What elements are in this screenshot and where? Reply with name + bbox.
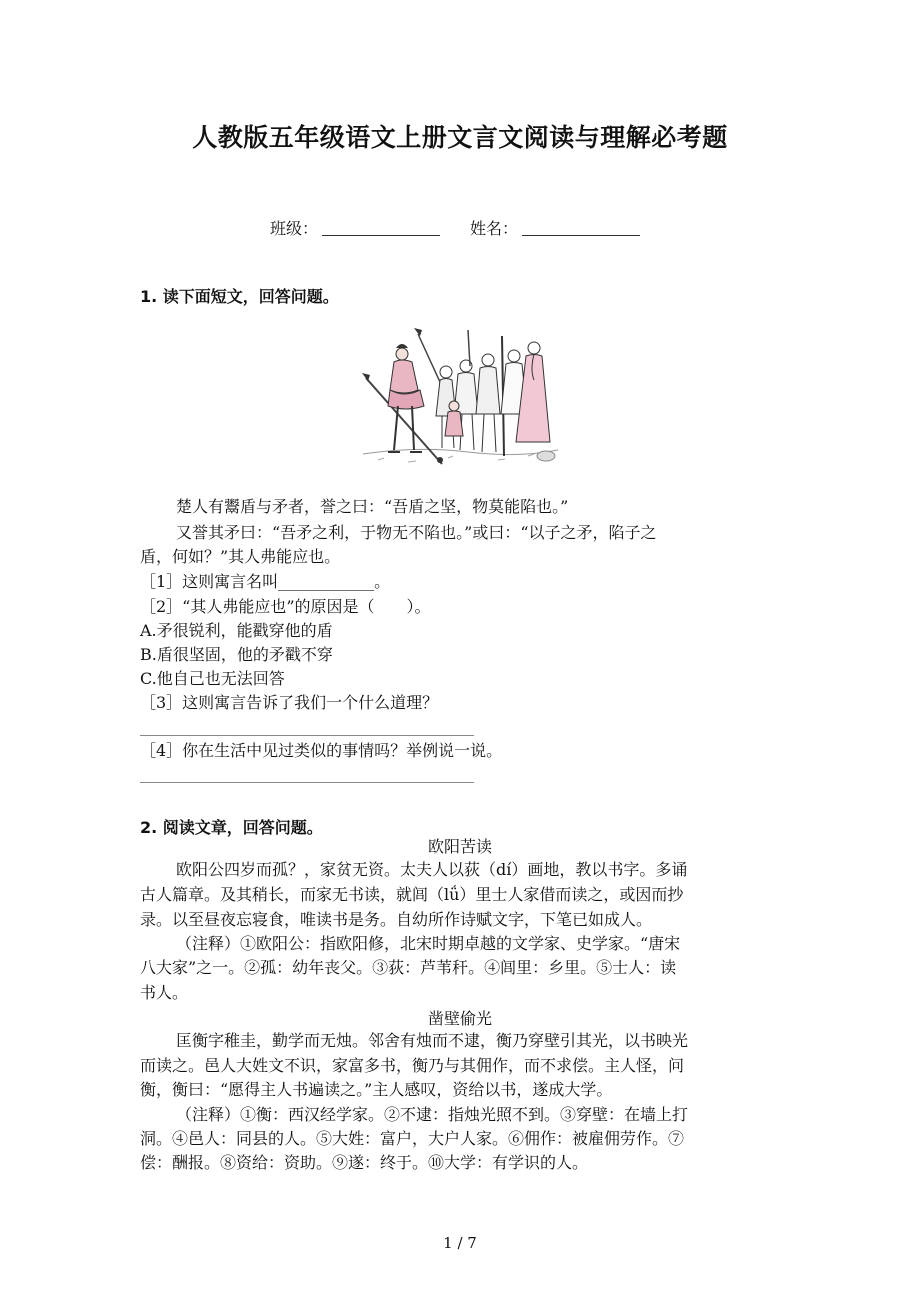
story-2-note-line: （注释）①衡：西汉经学家。②不逮：指烛光照不到。③穿壁：在墙上打 [176,1105,689,1124]
story-1-title: 欧阳苦读 [427,837,492,856]
answer-line-3[interactable] [140,735,474,736]
story-2-note-line: 偿：酬报。⑧资给：资助。⑨遂：终于。⑩大学：有学识的人。 [140,1153,589,1172]
page-title: 人教版五年级语文上册文言文阅读与理解必考题 [192,123,728,152]
q1-passage-line: 楚人有鬻盾与矛者，誉之曰：“吾盾之坚，物莫能陷也。” [176,497,569,516]
story-2-line: 匡衡字稚圭，勤学而无烛。邻舍有烛而不逮，衡乃穿壁引其光，以书映光 [176,1031,689,1050]
q1-subquestion-2: ［2］“其人弗能应也”的原因是（ ）。 [140,597,431,616]
story-1-line: 录。以至昼夜忘寝食，唯读书是务。自幼所作诗赋文字，下笔已如成人。 [140,910,653,929]
name-blank[interactable] [522,221,640,236]
page-number: 1 / 7 [443,1234,477,1252]
q1-passage-line: 盾，何如？”其人弗能应也。 [140,547,341,566]
q1-subquestion-4: ［4］你在生活中见过类似的事情吗？举例说一说。 [140,741,503,760]
q1-subquestion-3: ［3］这则寓言告诉了我们一个什么道理？ [140,693,439,712]
story-1-note-line: 八大家”之一。②孤：幼年丧父。③荻：芦苇秆。④闾里：乡里。⑤士人：读 [140,958,677,977]
story-1-line: 古人篇章。及其稍长，而家无书读，就闾（lǘ）里士人家借而读之，或因而抄 [140,885,684,904]
q1-option-b[interactable]: B.盾很坚固，他的矛戳不穿 [140,645,333,664]
story-2-line: 衡，衡曰：“愿得主人书遍读之。”主人感叹，资给以书，遂成大学。 [140,1080,613,1099]
q1-option-a[interactable]: A.矛很锐利，能戳穿他的盾 [140,621,333,640]
story-1-note-line: （注释）①欧阳公：指欧阳修，北宋时期卓越的文学家、史学家。“唐宋 [176,934,681,953]
student-info-row [270,216,640,239]
class-label: 班级： [270,219,319,238]
spear-shield-illustration [358,326,560,474]
story-1-note-line: 书人。 [140,983,189,1002]
story-1-line: 欧阳公四岁而孤？，家贫无资。太夫人以荻（dí）画地，教以书字。多诵 [176,860,688,879]
q1-passage-line: 又誉其矛曰：“吾矛之利，于物无不陷也。”或曰：“以子之矛，陷子之 [176,523,657,542]
answer-line-4[interactable] [140,782,474,783]
story-2-title: 凿壁偷光 [427,1009,492,1028]
story-2-line: 而读之。邑人大姓文不识，家富多书，衡乃与其佣作，而不求偿。主人怪，问 [140,1056,685,1075]
question-2-heading: 2. 阅读文章，回答问题。 [140,818,323,837]
story-2-note-line: 洞。④邑人：同县的人。⑤大姓：富户，大户人家。⑥佣作：被雇佣劳作。⑦ [140,1129,685,1148]
question-1-heading: 1. 读下面短文，回答问题。 [140,287,339,306]
class-blank[interactable] [322,221,440,236]
name-label: 姓名： [470,219,519,238]
q1-subquestion-1: ［1］这则寓言名叫____________。 [140,572,391,591]
q1-option-c[interactable]: C.他自己也无法回答 [140,669,285,688]
